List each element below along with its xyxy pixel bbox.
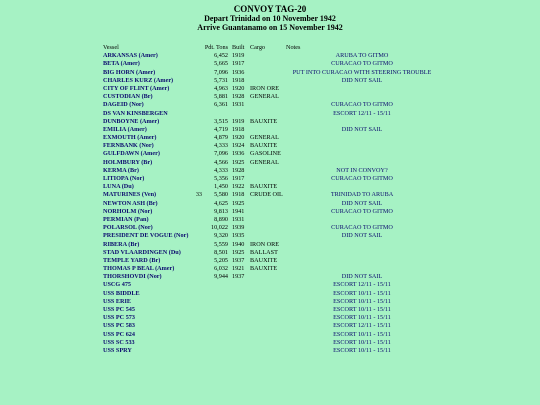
vessel-name[interactable]: NEWTON ASH (Br) — [103, 199, 158, 207]
vessel-notes: ESCORT 10/11 - 15/11 — [333, 338, 391, 346]
vessel-built: 1918 — [232, 125, 245, 133]
vessel-notes: ESCORT 12/11 - 15/11 — [333, 109, 391, 117]
table-row — [0, 265, 540, 273]
vessel-built: 1919 — [232, 117, 245, 125]
vessel-cargo: BAUXITE — [250, 117, 278, 125]
vessel-notes: DID NOT SAIL — [341, 232, 383, 240]
vessel-tons: 5,731 — [214, 76, 228, 84]
table-row — [0, 159, 540, 167]
vessel-built: 1940 — [232, 240, 245, 248]
vessel-built: 1918 — [232, 191, 245, 199]
table-row — [0, 93, 540, 101]
vessel-built: 1920 — [232, 134, 245, 142]
vessel-name[interactable]: USS PC 624 — [103, 330, 135, 338]
vessel-tons: 5,356 — [214, 175, 228, 182]
vessel-cargo: GENERAL — [250, 93, 279, 101]
table-row — [0, 314, 540, 322]
vessel-cargo: IRON ORE — [250, 84, 280, 92]
vessel-tons: 9,813 — [214, 207, 228, 215]
vessel-tons: 4,719 — [214, 125, 228, 133]
vessel-name[interactable]: USS PC 573 — [103, 314, 135, 322]
vessel-tons: 6,361 — [214, 101, 228, 109]
table-body — [0, 52, 540, 355]
vessel-name[interactable]: DUNBOYNE (Amer) — [103, 117, 160, 125]
table-row — [0, 77, 540, 85]
column-header-vessel: Vessel — [103, 44, 119, 51]
vessel-number: 33 — [195, 191, 202, 199]
table-row — [0, 249, 540, 257]
convoy-table — [0, 44, 540, 355]
vessel-name[interactable]: THORSHOVDI (Nor) — [103, 273, 162, 281]
arrive-line: Arrive Guantanamo on 15 November 1942 — [197, 23, 343, 32]
vessel-name[interactable]: FERNBANK (Nor) — [103, 142, 154, 150]
page-title: CONVOY TAG-20 — [233, 4, 307, 14]
vessel-notes: ESCORT 10/11 - 15/11 — [333, 297, 391, 305]
vessel-notes: DID NOT SAIL — [341, 273, 383, 281]
table-row — [0, 69, 540, 77]
table-row — [0, 306, 540, 314]
vessel-built: 1917 — [232, 175, 245, 182]
vessel-notes: CURACAO TO GITMO — [331, 101, 393, 109]
vessel-name[interactable]: PRESIDENT DE VOGUE (Nor) — [103, 232, 189, 240]
column-header-tons: Pdt. Tons — [204, 44, 228, 51]
table-row — [0, 224, 540, 232]
vessel-built: 1924 — [232, 142, 245, 150]
vessel-built: 1936 — [232, 68, 245, 76]
vessel-name[interactable]: HOLMBURY (Br) — [103, 158, 153, 166]
vessel-built: 1917 — [232, 60, 245, 68]
table-row — [0, 118, 540, 126]
vessel-name[interactable]: THOMAS P BEAL (Amer) — [103, 265, 175, 273]
vessel-name[interactable]: USS PC 545 — [103, 306, 135, 313]
column-header-built: Built — [232, 44, 245, 51]
column-header-cargo: Cargo — [250, 44, 266, 51]
vessel-notes: ARUBA TO GITMO — [335, 52, 389, 60]
vessel-name[interactable]: EMILIA (Amer) — [103, 125, 147, 133]
vessel-cargo: GASOLINE — [250, 150, 281, 158]
vessel-name[interactable]: TEMPLE YARD (Br) — [103, 256, 161, 264]
vessel-notes: CURACAO TO GITMO — [331, 207, 393, 215]
convoy-header — [0, 0, 540, 32]
table-row — [0, 167, 540, 175]
vessel-built: 1931 — [232, 101, 245, 109]
table-row — [0, 110, 540, 118]
vessel-built: 1922 — [232, 183, 245, 191]
table-row — [0, 191, 540, 199]
table-row — [0, 241, 540, 249]
vessel-name[interactable]: GULFDAWN (Amer) — [103, 150, 160, 158]
vessel-name[interactable]: USS SPRY — [103, 346, 132, 354]
vessel-built: 1919 — [232, 52, 245, 60]
vessel-name[interactable]: STAD VLAARDINGEN (Du) — [103, 248, 181, 256]
vessel-name[interactable]: USCG 475 — [103, 281, 132, 289]
vessel-name[interactable]: POLARSOL (Nor) — [103, 224, 153, 232]
vessel-notes: ESCORT 10/11 - 15/11 — [333, 346, 391, 354]
table-row — [0, 101, 540, 109]
vessel-built: 1925 — [232, 248, 245, 256]
vessel-built: 1931 — [232, 215, 245, 223]
vessel-cargo: BAUXITE — [250, 265, 278, 273]
vessel-name[interactable]: LUNA (Du) — [103, 183, 134, 191]
table-row — [0, 126, 540, 134]
vessel-built: 1941 — [232, 207, 245, 215]
table-row — [0, 200, 540, 208]
vessel-notes: ESCORT 12/11 - 15/11 — [333, 281, 391, 289]
vessel-tons: 5,205 — [214, 256, 228, 264]
table-row — [0, 322, 540, 330]
vessel-name[interactable]: EXMOUTH (Amer) — [103, 134, 157, 142]
table-row — [0, 208, 540, 216]
vessel-name[interactable]: CUSTODIAN (Br) — [103, 93, 153, 101]
vessel-name[interactable]: USS ERIE — [103, 297, 132, 305]
vessel-cargo: GENERAL — [250, 134, 279, 142]
vessel-tons: 4,333 — [214, 166, 228, 174]
vessel-name[interactable]: ARKANSAS (Amer) — [103, 52, 158, 60]
depart-line: Depart Trinidad on 10 November 1942 — [204, 14, 336, 23]
table-row — [0, 273, 540, 281]
vessel-notes: ESCORT 10/11 - 15/11 — [333, 330, 391, 338]
vessel-name[interactable]: USS PC 583 — [103, 322, 135, 330]
vessel-tons: 6,452 — [214, 52, 228, 60]
vessel-notes: ESCORT 10/11 - 15/11 — [333, 306, 391, 313]
vessel-name[interactable]: BIG HORN (Amer) — [103, 68, 156, 76]
vessel-built: 1928 — [232, 93, 245, 101]
vessel-notes: CURACAO TO GITMO — [331, 60, 393, 68]
vessel-built: 1928 — [232, 166, 245, 174]
vessel-notes: ESCORT 12/11 - 15/11 — [333, 322, 391, 330]
vessel-name[interactable]: CITY OF FLINT (Amer) — [103, 84, 170, 92]
vessel-built: 1925 — [232, 199, 245, 207]
table-row — [0, 232, 540, 240]
vessel-name[interactable]: KERMA (Br) — [103, 166, 139, 174]
table-row — [0, 52, 540, 60]
vessel-name[interactable]: CHARLES KURZ (Amer) — [103, 76, 174, 84]
vessel-built: 1921 — [232, 265, 245, 273]
vessel-cargo: BAUXITE — [250, 183, 278, 191]
vessel-name[interactable]: USS SC 533 — [103, 338, 135, 346]
vessel-cargo: BAUXITE — [250, 256, 278, 264]
vessel-tons: 1,450 — [214, 183, 228, 191]
vessel-tons: 4,879 — [214, 134, 228, 142]
vessel-name[interactable]: USS BIDDLE — [103, 289, 140, 297]
vessel-built: 1920 — [232, 84, 245, 92]
vessel-built: 1936 — [232, 150, 245, 158]
table-row — [0, 85, 540, 93]
table-row — [0, 183, 540, 191]
vessel-tons: 7,096 — [214, 68, 228, 76]
vessel-notes: DID NOT SAIL — [341, 199, 383, 207]
vessel-tons: 10,022 — [210, 224, 228, 232]
vessel-tons: 9,944 — [214, 273, 228, 281]
table-row — [0, 60, 540, 68]
table-row — [0, 331, 540, 339]
vessel-name[interactable]: DS VAN KINSBERGEN — [103, 109, 168, 117]
table-row — [0, 216, 540, 224]
vessel-tons: 3,515 — [214, 117, 228, 125]
vessel-tons: 6,032 — [214, 265, 228, 273]
vessel-cargo: CRUDE OIL — [250, 191, 283, 199]
vessel-name[interactable]: RIBERA (Br) — [103, 240, 140, 248]
table-row — [0, 281, 540, 289]
vessel-tons: 4,333 — [214, 142, 228, 150]
vessel-tons: 7,096 — [214, 150, 228, 158]
vessel-notes: TRINIDAD TO ARUBA — [330, 191, 394, 199]
table-row — [0, 339, 540, 347]
vessel-built: 1925 — [232, 158, 245, 166]
table-row — [0, 347, 540, 355]
table-row — [0, 257, 540, 265]
vessel-name[interactable]: LITIOPA (Nor) — [103, 175, 145, 182]
table-row — [0, 134, 540, 142]
vessel-tons: 4,625 — [214, 199, 228, 207]
vessel-name[interactable]: DAGEID (Nor) — [103, 101, 144, 109]
table-row — [0, 298, 540, 306]
vessel-name[interactable]: NORHOLM (Nor) — [103, 207, 153, 215]
vessel-cargo: GENERAL — [250, 158, 279, 166]
table-header-row — [0, 44, 540, 52]
vessel-notes: DID NOT SAIL — [341, 125, 383, 133]
vessel-built: 1939 — [232, 224, 245, 232]
vessel-built: 1935 — [232, 232, 245, 240]
table-row — [0, 175, 540, 183]
vessel-tons: 8,890 — [214, 215, 228, 223]
vessel-notes: ESCORT 10/11 - 15/11 — [333, 289, 391, 297]
vessel-built: 1937 — [232, 256, 245, 264]
vessel-name[interactable]: BETA (Amer) — [103, 60, 140, 68]
vessel-tons: 5,559 — [214, 240, 228, 248]
vessel-notes: CURACAO TO GITMO — [331, 175, 393, 182]
vessel-notes: NOT IN CONVOY? — [336, 166, 388, 174]
vessel-cargo: BALLAST — [250, 248, 278, 256]
vessel-tons: 5,580 — [214, 191, 228, 199]
vessel-tons: 4,566 — [214, 158, 228, 166]
vessel-name[interactable]: MATURINES (Ven) — [103, 191, 157, 199]
vessel-name[interactable]: PERMIAN (Pan) — [103, 215, 149, 223]
vessel-built: 1937 — [232, 273, 245, 281]
vessel-cargo: BAUXITE — [250, 142, 278, 150]
vessel-notes: ESCORT 10/11 - 15/11 — [333, 314, 391, 322]
vessel-built: 1918 — [232, 76, 245, 84]
vessel-tons: 5,881 — [214, 93, 228, 101]
vessel-notes: DID NOT SAIL — [341, 76, 383, 84]
vessel-tons: 5,665 — [214, 60, 228, 68]
vessel-notes: CURACAO TO GITMO — [331, 224, 393, 232]
vessel-notes: PUT INTO CURACAO WITH STEERING TROUBLE — [292, 68, 432, 76]
vessel-tons: 4,963 — [214, 84, 228, 92]
vessel-tons: 8,501 — [214, 248, 228, 256]
table-row — [0, 142, 540, 150]
vessel-tons: 9,320 — [214, 232, 228, 240]
column-header-notes: Notes — [286, 44, 301, 51]
vessel-cargo: IRON ORE — [250, 240, 280, 248]
table-row — [0, 290, 540, 298]
table-row — [0, 150, 540, 158]
